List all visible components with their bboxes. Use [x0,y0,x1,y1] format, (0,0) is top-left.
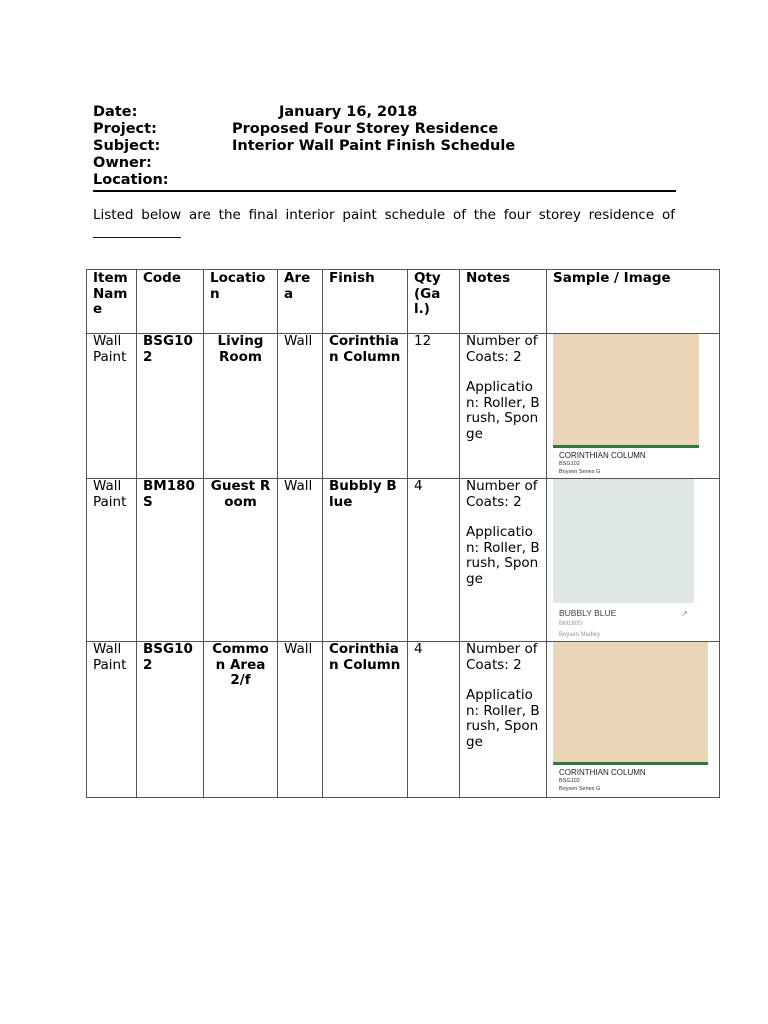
color-swatch [553,479,694,603]
notes-application: Application: Roller, Brush, Sponge [466,687,540,750]
intro-paragraph: Listed below are the final interior paint schedule of the four storey residence of _____________ [93,207,675,239]
item-name-cell: Wall Paint [87,479,137,642]
color-swatch [553,334,699,445]
notes-application: Application: Roller, Brush, Sponge [466,524,540,587]
location-cell: Guest Room [204,479,278,642]
swatch-series: Boysen Series G [559,785,601,792]
date-row [93,104,676,121]
swatch-name: CORINTHIAN COLUMN [559,768,646,777]
notes-coats: Number of Coats: 2 [466,641,538,673]
project-label: Project: [93,121,157,137]
notes-cell [460,479,547,642]
col-header-qty: Qty (Gal.) [408,270,460,334]
notes-coats: Number of Coats: 2 [466,333,538,365]
col-header-code: Code [137,270,204,334]
table-row [87,334,720,479]
item-name-cell: Wall Paint [87,334,137,479]
item-name-cell: Wall Paint [87,642,137,798]
date-value: January 16, 2018 [279,104,418,120]
col-header-location: Location [204,270,278,334]
swatch-name: CORINTHIAN COLUMN [559,451,646,460]
owner-label: Owner: [93,155,152,171]
swatch-series: Boysen Series G [559,468,601,475]
code-cell: BM180S [137,479,204,642]
sample-image-cell [547,334,720,479]
sample-image-cell [547,479,720,642]
col-header-item-name: Item Name [87,270,137,334]
table-row [87,642,720,798]
qty-cell: 12 [408,334,460,479]
swatch-code: BSG102 [559,461,580,467]
qty-cell: 4 [408,479,460,642]
area-cell: Wall [278,642,323,798]
location-cell: Living Room [204,334,278,479]
paint-swatch-card [553,479,694,641]
share-icon: ↗ [681,609,688,618]
subject-row [93,138,676,155]
col-header-area: Area [278,270,323,334]
subject-value: Interior Wall Paint Finish Schedule [232,138,516,154]
code-cell: BSG102 [137,642,204,798]
project-row [93,121,676,138]
notes-cell [460,334,547,479]
swatch-code: BM180S [559,621,583,627]
col-header-notes: Notes [460,270,547,334]
date-label: Date: [93,104,138,120]
finish-cell: Corinthian Column [323,334,408,479]
finish-cell: Corinthian Column [323,642,408,798]
paint-swatch-card [553,642,708,793]
color-swatch [553,642,708,762]
swatch-code: BSG102 [559,778,580,784]
swatch-name: BUBBLY BLUE [559,608,617,618]
subject-label: Subject: [93,138,161,154]
table-header-row [87,270,720,334]
notes-coats: Number of Coats: 2 [466,478,538,510]
header-rule [93,190,676,192]
document-header [93,104,676,189]
location-cell: Common Area 2/f [204,642,278,798]
code-cell: BSG102 [137,334,204,479]
paint-swatch-card [553,334,699,476]
paint-schedule-table [86,269,720,798]
sample-image-cell [547,642,720,798]
location-label: Location: [93,172,169,188]
table-row [87,479,720,642]
owner-row [93,155,676,172]
area-cell: Wall [278,479,323,642]
notes-cell [460,642,547,798]
qty-cell: 4 [408,642,460,798]
col-header-finish: Finish [323,270,408,334]
location-row [93,172,676,189]
col-header-sample-image: Sample / Image [547,270,720,334]
finish-cell: Bubbly Blue [323,479,408,642]
area-cell: Wall [278,334,323,479]
project-value: Proposed Four Storey Residence [232,121,499,137]
notes-application: Application: Roller, Brush, Sponge [466,379,540,442]
swatch-series: Boysen Medley [559,632,601,638]
